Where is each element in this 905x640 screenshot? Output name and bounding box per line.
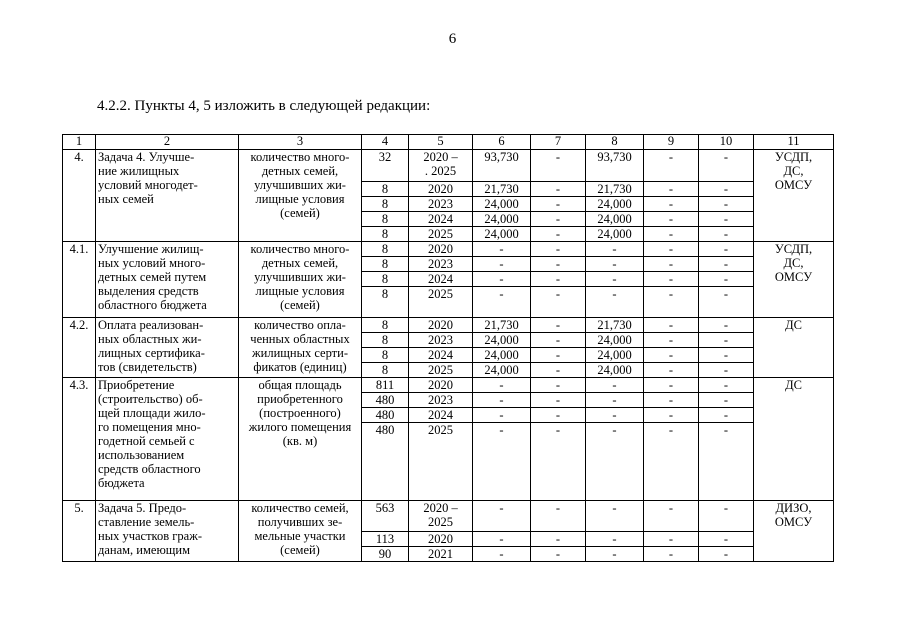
item-number: 4.2. xyxy=(63,318,96,378)
value-col-5: 2024 xyxy=(409,348,473,363)
value-col-9: - xyxy=(644,501,699,532)
value-col-5: 2020 xyxy=(409,318,473,333)
value-col-6: - xyxy=(473,257,531,272)
item-name: Задача 5. Предо- ставление земель- ных участков граж- данам, имеющим xyxy=(96,501,239,562)
column-header-2: 2 xyxy=(96,135,239,150)
indicator-name: количество много- детных семей, улучшивших жи- лищные условия (семей) xyxy=(239,150,362,242)
value-col-9: - xyxy=(644,378,699,393)
column-header-5: 5 xyxy=(409,135,473,150)
value-col-9: - xyxy=(644,547,699,562)
value-col-6: - xyxy=(473,272,531,287)
value-col-6: 24,000 xyxy=(473,197,531,212)
value-col-5: 2025 xyxy=(409,287,473,318)
indicator-name: количество опла- ченных областных жилищных серти- фикатов (единиц) xyxy=(239,318,362,378)
executor: ДИЗО, ОМСУ xyxy=(754,501,834,562)
value-col-7: - xyxy=(531,257,586,272)
value-col-9: - xyxy=(644,212,699,227)
value-col-7: - xyxy=(531,318,586,333)
value-col-7: - xyxy=(531,287,586,318)
value-col-7: - xyxy=(531,182,586,197)
value-col-10: - xyxy=(699,408,754,423)
item-name: Приобретение (строительство) об- щей площади жило- го помещения мно- годетной семьей с использованием средств областного бюджета xyxy=(96,378,239,501)
value-col-10: - xyxy=(699,363,754,378)
value-col-6: - xyxy=(473,287,531,318)
value-col-6: 93,730 xyxy=(473,150,531,182)
value-col-10: - xyxy=(699,150,754,182)
value-col-10: - xyxy=(699,318,754,333)
value-col-8: 24,000 xyxy=(586,227,644,242)
value-col-4: 113 xyxy=(362,532,409,547)
value-col-8: 24,000 xyxy=(586,212,644,227)
value-col-10: - xyxy=(699,547,754,562)
item-number: 5. xyxy=(63,501,96,562)
value-col-5: 2023 xyxy=(409,197,473,212)
value-col-7: - xyxy=(531,150,586,182)
value-col-9: - xyxy=(644,227,699,242)
table-row xyxy=(63,501,834,532)
value-col-7: - xyxy=(531,408,586,423)
value-col-7: - xyxy=(531,197,586,212)
value-col-8: - xyxy=(586,393,644,408)
value-col-10: - xyxy=(699,227,754,242)
section-heading: 4.2.2. Пункты 4, 5 изложить в следующей редакции: xyxy=(97,98,431,114)
value-col-9: - xyxy=(644,408,699,423)
value-col-10: - xyxy=(699,333,754,348)
value-col-4: 811 xyxy=(362,378,409,393)
value-col-7: - xyxy=(531,212,586,227)
value-col-8: 24,000 xyxy=(586,348,644,363)
value-col-9: - xyxy=(644,287,699,318)
value-col-5: 2024 xyxy=(409,272,473,287)
item-name: Задача 4. Улучше- ние жилищных условий многодет- ных семей xyxy=(96,150,239,242)
value-col-7: - xyxy=(531,348,586,363)
value-col-8: - xyxy=(586,242,644,257)
value-col-8: - xyxy=(586,547,644,562)
value-col-5: 2020 xyxy=(409,378,473,393)
table-row xyxy=(63,150,834,182)
value-col-5: 2023 xyxy=(409,393,473,408)
value-col-4: 8 xyxy=(362,257,409,272)
item-number: 4. xyxy=(63,150,96,242)
value-col-5: 2024 xyxy=(409,212,473,227)
value-col-7: - xyxy=(531,333,586,348)
value-col-8: 93,730 xyxy=(586,150,644,182)
value-col-4: 8 xyxy=(362,318,409,333)
value-col-10: - xyxy=(699,393,754,408)
value-col-8: - xyxy=(586,408,644,423)
value-col-9: - xyxy=(644,532,699,547)
value-col-4: 8 xyxy=(362,182,409,197)
value-col-7: - xyxy=(531,532,586,547)
value-col-4: 8 xyxy=(362,227,409,242)
value-col-6: 24,000 xyxy=(473,348,531,363)
value-col-6: - xyxy=(473,242,531,257)
value-col-7: - xyxy=(531,393,586,408)
value-col-7: - xyxy=(531,227,586,242)
value-col-4: 32 xyxy=(362,150,409,182)
indicator-name: количество много- детных семей, улучшивших жи- лищные условия (семей) xyxy=(239,242,362,318)
value-col-10: - xyxy=(699,272,754,287)
value-col-8: - xyxy=(586,287,644,318)
value-col-5: 2023 xyxy=(409,257,473,272)
value-col-9: - xyxy=(644,257,699,272)
page-number: 6 xyxy=(448,31,457,47)
program-table xyxy=(62,134,834,562)
value-col-10: - xyxy=(699,257,754,272)
value-col-6: 24,000 xyxy=(473,333,531,348)
value-col-9: - xyxy=(644,272,699,287)
value-col-10: - xyxy=(699,182,754,197)
value-col-5: 2021 xyxy=(409,547,473,562)
executor: ДС xyxy=(754,378,834,501)
value-col-9: - xyxy=(644,197,699,212)
value-col-10: - xyxy=(699,287,754,318)
value-col-5: 2025 xyxy=(409,363,473,378)
value-col-5: 2020 xyxy=(409,242,473,257)
indicator-name: общая площадь приобретенного (построенного) жилого помещения (кв. м) xyxy=(239,378,362,501)
value-col-8: 24,000 xyxy=(586,363,644,378)
table-row xyxy=(63,318,834,333)
value-col-5: 2024 xyxy=(409,408,473,423)
value-col-4: 8 xyxy=(362,212,409,227)
value-col-5: 2020 xyxy=(409,182,473,197)
value-col-6: - xyxy=(473,378,531,393)
value-col-8: - xyxy=(586,378,644,393)
value-col-9: - xyxy=(644,150,699,182)
column-header-7: 7 xyxy=(531,135,586,150)
value-col-4: 563 xyxy=(362,501,409,532)
value-col-10: - xyxy=(699,348,754,363)
value-col-4: 8 xyxy=(362,197,409,212)
table-body xyxy=(63,135,834,562)
value-col-10: - xyxy=(699,212,754,227)
value-col-9: - xyxy=(644,182,699,197)
value-col-6: - xyxy=(473,423,531,501)
value-col-8: - xyxy=(586,423,644,501)
value-col-4: 8 xyxy=(362,363,409,378)
value-col-6: 24,000 xyxy=(473,363,531,378)
value-col-6: - xyxy=(473,408,531,423)
value-col-4: 8 xyxy=(362,348,409,363)
item-number: 4.3. xyxy=(63,378,96,501)
table-row xyxy=(63,242,834,257)
value-col-4: 8 xyxy=(362,287,409,318)
value-col-9: - xyxy=(644,393,699,408)
value-col-6: 21,730 xyxy=(473,182,531,197)
column-header-11: 11 xyxy=(754,135,834,150)
column-header-10: 10 xyxy=(699,135,754,150)
value-col-9: - xyxy=(644,348,699,363)
value-col-7: - xyxy=(531,501,586,532)
value-col-10: - xyxy=(699,197,754,212)
column-header-6: 6 xyxy=(473,135,531,150)
value-col-10: - xyxy=(699,378,754,393)
value-col-4: 480 xyxy=(362,408,409,423)
value-col-7: - xyxy=(531,423,586,501)
value-col-8: 21,730 xyxy=(586,182,644,197)
value-col-5: 2020 xyxy=(409,532,473,547)
column-header-1: 1 xyxy=(63,135,96,150)
indicator-name: количество семей, получивших зе- мельные участки (семей) xyxy=(239,501,362,562)
value-col-8: - xyxy=(586,532,644,547)
value-col-8: 24,000 xyxy=(586,333,644,348)
value-col-4: 8 xyxy=(362,242,409,257)
value-col-9: - xyxy=(644,242,699,257)
value-col-9: - xyxy=(644,423,699,501)
value-col-6: - xyxy=(473,532,531,547)
value-col-10: - xyxy=(699,423,754,501)
value-col-8: - xyxy=(586,501,644,532)
value-col-4: 480 xyxy=(362,393,409,408)
value-col-6: - xyxy=(473,547,531,562)
value-col-5: 2020 – 2025 xyxy=(409,501,473,532)
value-col-6: - xyxy=(473,393,531,408)
value-col-4: 8 xyxy=(362,272,409,287)
value-col-9: - xyxy=(644,333,699,348)
column-header-4: 4 xyxy=(362,135,409,150)
table-row xyxy=(63,378,834,393)
value-col-8: 24,000 xyxy=(586,197,644,212)
value-col-8: 21,730 xyxy=(586,318,644,333)
executor: УСДП, ДС, ОМСУ xyxy=(754,242,834,318)
value-col-7: - xyxy=(531,242,586,257)
value-col-10: - xyxy=(699,242,754,257)
value-col-4: 480 xyxy=(362,423,409,501)
value-col-6: 24,000 xyxy=(473,227,531,242)
column-header-9: 9 xyxy=(644,135,699,150)
value-col-8: - xyxy=(586,272,644,287)
item-name: Оплата реализован- ных областных жи- лищных сертифика- тов (свидетельств) xyxy=(96,318,239,378)
value-col-9: - xyxy=(644,318,699,333)
value-col-5: 2025 xyxy=(409,227,473,242)
executor: УСДП, ДС, ОМСУ xyxy=(754,150,834,242)
value-col-7: - xyxy=(531,378,586,393)
value-col-10: - xyxy=(699,501,754,532)
item-name: Улучшение жилищ- ных условий много- детных семей путем выделения средств областного бюджета xyxy=(96,242,239,318)
value-col-5: 2025 xyxy=(409,423,473,501)
value-col-5: 2020 – . 2025 xyxy=(409,150,473,182)
executor: ДС xyxy=(754,318,834,378)
value-col-7: - xyxy=(531,363,586,378)
value-col-8: - xyxy=(586,257,644,272)
value-col-7: - xyxy=(531,547,586,562)
value-col-10: - xyxy=(699,532,754,547)
value-col-4: 90 xyxy=(362,547,409,562)
value-col-6: 24,000 xyxy=(473,212,531,227)
value-col-4: 8 xyxy=(362,333,409,348)
value-col-7: - xyxy=(531,272,586,287)
header-row xyxy=(63,135,834,150)
column-header-8: 8 xyxy=(586,135,644,150)
value-col-9: - xyxy=(644,363,699,378)
column-header-3: 3 xyxy=(239,135,362,150)
value-col-6: - xyxy=(473,501,531,532)
item-number: 4.1. xyxy=(63,242,96,318)
value-col-5: 2023 xyxy=(409,333,473,348)
value-col-6: 21,730 xyxy=(473,318,531,333)
